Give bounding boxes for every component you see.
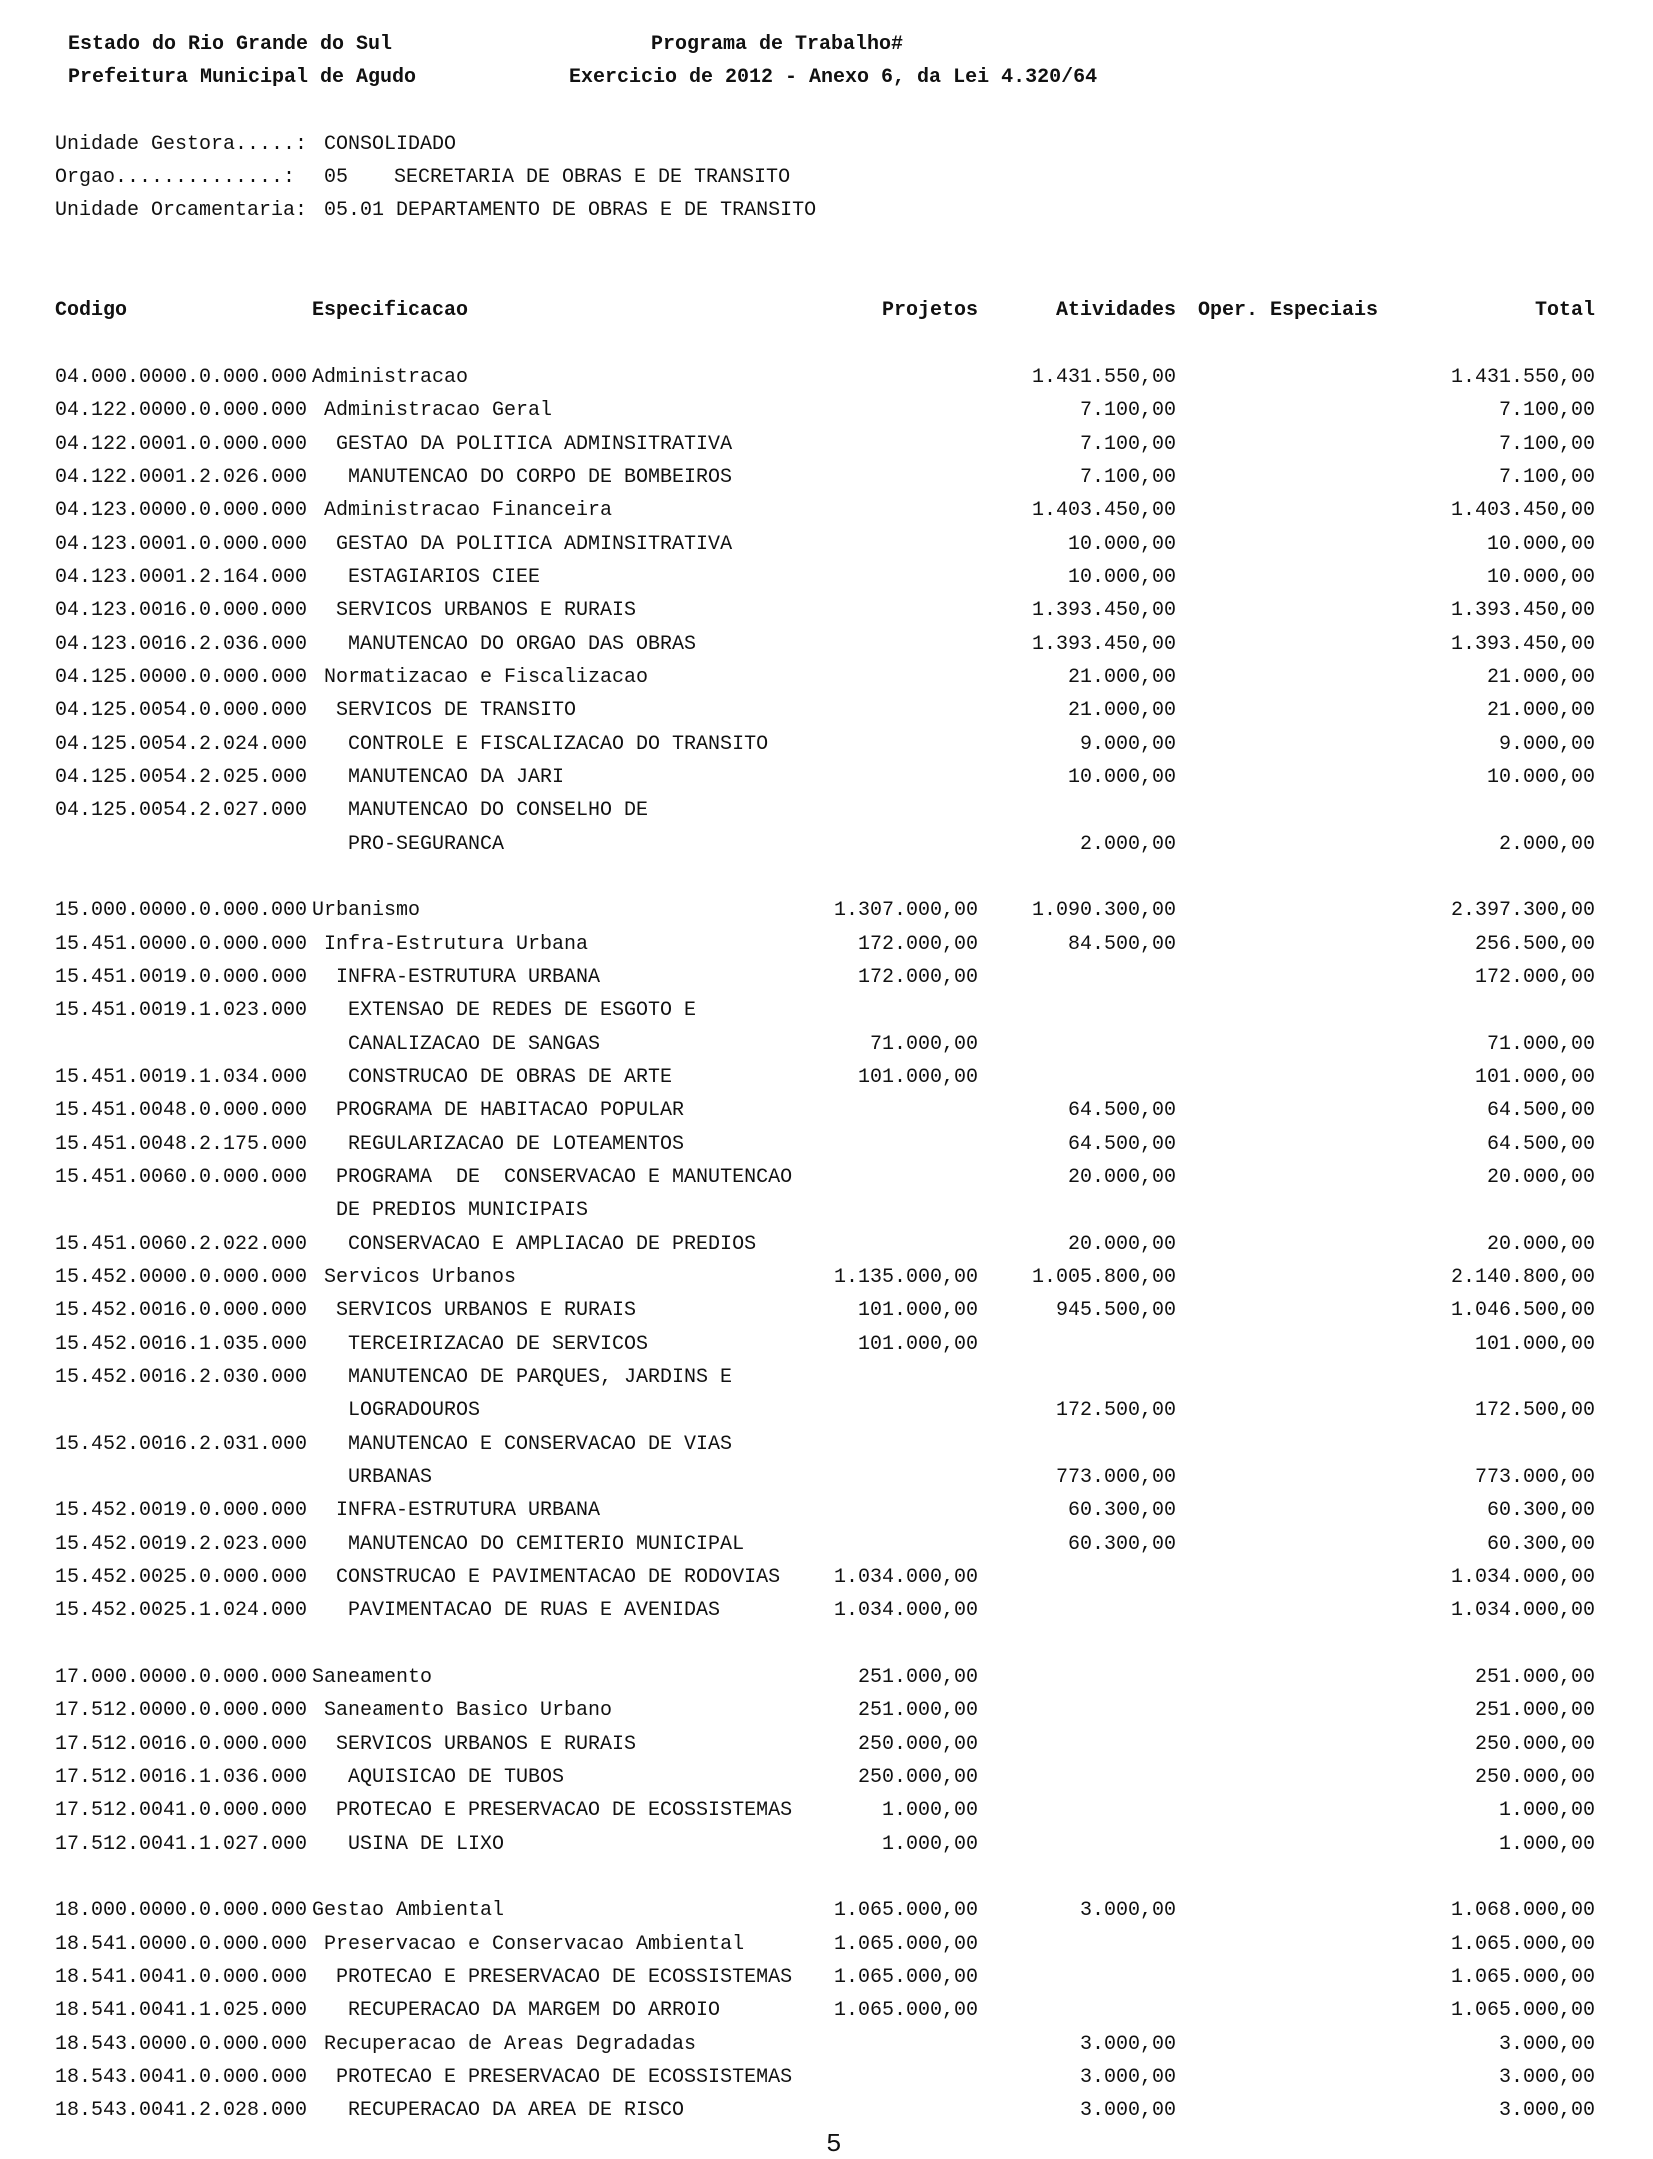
row-atividades: 1.090.300,00 (1031, 899, 1176, 923)
column-header-total: Total (1534, 299, 1595, 322)
row-projetos: 1.065.000,00 (833, 1899, 978, 1923)
row-description: SERVICOS DE TRANSITO (336, 699, 577, 723)
row-description: USINA DE LIXO (348, 1832, 505, 1856)
row-total: 1.000,00 (1498, 1832, 1595, 1856)
report-subtitle: Exercicio de 2012 - Anexo 6, da Lei 4.320/64 (569, 66, 1098, 89)
row-code: 15.451.0019.1.023.000 (55, 999, 308, 1023)
row-code: 04.122.0001.2.026.000 (55, 465, 308, 489)
row-description: Gestao Ambiental (312, 1899, 505, 1923)
row-total: 21.000,00 (1486, 699, 1595, 723)
row-total: 773.000,00 (1474, 1465, 1595, 1489)
row-description: Infra-Estrutura Urbana (324, 932, 589, 956)
row-description: MANUTENCAO DE PARQUES, JARDINS E (348, 1365, 733, 1389)
row-total: 1.065.000,00 (1450, 1999, 1595, 2023)
row-atividades: 3.000,00 (1079, 2099, 1176, 2123)
row-code: 04.123.0016.2.036.000 (55, 632, 308, 656)
row-code: 17.512.0041.0.000.000 (55, 1799, 308, 1823)
row-projetos: 1.135.000,00 (833, 1265, 978, 1289)
row-code: 15.452.0019.0.000.000 (55, 1499, 308, 1523)
row-total: 2.140.800,00 (1450, 1265, 1595, 1289)
row-code: 15.000.0000.0.000.000 (55, 899, 308, 923)
row-code: 04.125.0054.2.025.000 (55, 765, 308, 789)
row-atividades: 60.300,00 (1067, 1499, 1176, 1523)
row-description: AQUISICAO DE TUBOS (348, 1765, 565, 1789)
row-atividades: 7.100,00 (1079, 465, 1176, 489)
row-description: PRO-SEGURANCA (348, 832, 505, 856)
row-total: 1.393.450,00 (1450, 632, 1595, 656)
row-atividades: 1.403.450,00 (1031, 499, 1176, 523)
row-description: PROGRAMA DE CONSERVACAO E MANUTENCAO (336, 1165, 793, 1189)
row-atividades: 9.000,00 (1079, 732, 1176, 756)
row-total: 21.000,00 (1486, 665, 1595, 689)
row-atividades: 1.431.550,00 (1031, 366, 1176, 389)
row-atividades: 3.000,00 (1079, 2065, 1176, 2089)
row-projetos: 251.000,00 (857, 1699, 978, 1723)
row-code: 15.451.0019.0.000.000 (55, 965, 308, 989)
unidade-gestora-label: Unidade Gestora.....: (55, 133, 308, 156)
row-code: 15.451.0060.0.000.000 (55, 1165, 308, 1189)
row-code: 18.541.0041.0.000.000 (55, 1965, 308, 1989)
row-description: URBANAS (348, 1465, 433, 1489)
row-total: 1.000,00 (1498, 1799, 1595, 1823)
row-description: REGULARIZACAO DE LOTEAMENTOS (348, 1132, 685, 1156)
row-description: Administracao (312, 366, 469, 389)
row-total: 251.000,00 (1474, 1699, 1595, 1723)
row-total: 172.000,00 (1474, 965, 1595, 989)
row-description: MANUTENCAO DO CORPO DE BOMBEIROS (348, 465, 733, 489)
row-total: 20.000,00 (1486, 1165, 1595, 1189)
row-projetos: 101.000,00 (857, 1299, 978, 1323)
row-projetos: 101.000,00 (857, 1332, 978, 1356)
row-total: 1.065.000,00 (1450, 1965, 1595, 1989)
row-description: Preservacao e Conservacao Ambiental (324, 1932, 745, 1956)
state-name: Estado do Rio Grande do Sul (68, 33, 393, 56)
row-description: GESTAO DA POLITICA ADMINSITRATIVA (336, 532, 733, 556)
row-description: SERVICOS URBANOS E RURAIS (336, 599, 637, 623)
row-total: 2.397.300,00 (1450, 899, 1595, 923)
row-description: MANUTENCAO DO CEMITERIO MUNICIPAL (348, 1532, 745, 1556)
column-header-atividades: Atividades (1055, 299, 1176, 322)
row-description: RECUPERACAO DA AREA DE RISCO (348, 2099, 685, 2123)
row-atividades: 64.500,00 (1067, 1099, 1176, 1123)
row-code: 17.512.0000.0.000.000 (55, 1699, 308, 1723)
row-total: 3.000,00 (1498, 2032, 1595, 2056)
row-atividades: 2.000,00 (1079, 832, 1176, 856)
row-code: 15.451.0048.2.175.000 (55, 1132, 308, 1156)
row-projetos: 250.000,00 (857, 1765, 978, 1789)
row-projetos: 251.000,00 (857, 1665, 978, 1689)
row-code: 17.512.0016.0.000.000 (55, 1732, 308, 1756)
row-code: 15.452.0025.1.024.000 (55, 1599, 308, 1623)
row-total: 1.034.000,00 (1450, 1599, 1595, 1623)
row-atividades: 7.100,00 (1079, 432, 1176, 456)
row-description: CONSERVACAO E AMPLIACAO DE PREDIOS (348, 1232, 757, 1256)
row-code: 04.000.0000.0.000.000 (55, 366, 308, 389)
row-projetos: 1.065.000,00 (833, 1999, 978, 2023)
row-atividades: 7.100,00 (1079, 399, 1176, 423)
unidade-gestora-value: CONSOLIDADO (324, 133, 457, 156)
row-total: 7.100,00 (1498, 399, 1595, 423)
row-projetos: 172.000,00 (857, 932, 978, 956)
column-header-especificacao: Especificacao (312, 299, 469, 322)
row-total: 7.100,00 (1498, 465, 1595, 489)
row-code: 17.512.0041.1.027.000 (55, 1832, 308, 1856)
row-atividades: 21.000,00 (1067, 699, 1176, 723)
row-atividades: 1.005.800,00 (1031, 1265, 1176, 1289)
row-atividades: 773.000,00 (1055, 1465, 1176, 1489)
row-total: 10.000,00 (1486, 765, 1595, 789)
row-total: 1.068.000,00 (1450, 1899, 1595, 1923)
row-description: PROTECAO E PRESERVACAO DE ECOSSISTEMAS (336, 1799, 793, 1823)
row-atividades: 21.000,00 (1067, 665, 1176, 689)
row-description: GESTAO DA POLITICA ADMINSITRATIVA (336, 432, 733, 456)
row-atividades: 172.500,00 (1055, 1399, 1176, 1423)
orgao-name: SECRETARIA DE OBRAS E DE TRANSITO (394, 166, 791, 189)
row-atividades: 3.000,00 (1079, 2032, 1176, 2056)
column-header-oper-especiais: Oper. Especiais (1198, 299, 1379, 322)
row-description: EXTENSAO DE REDES DE ESGOTO E (348, 999, 697, 1023)
unidade-orcamentaria-label: Unidade Orcamentaria: (55, 199, 308, 222)
row-code: 04.125.0054.2.024.000 (55, 732, 308, 756)
row-atividades: 64.500,00 (1067, 1132, 1176, 1156)
row-description: Recuperacao de Areas Degradadas (324, 2032, 697, 2056)
row-atividades: 3.000,00 (1079, 1899, 1176, 1923)
report-title: Programa de Trabalho# (651, 33, 904, 56)
row-total: 60.300,00 (1486, 1532, 1595, 1556)
row-total: 71.000,00 (1486, 1032, 1595, 1056)
row-total: 1.065.000,00 (1450, 1932, 1595, 1956)
row-description: Servicos Urbanos (324, 1265, 517, 1289)
row-total: 250.000,00 (1474, 1732, 1595, 1756)
row-projetos: 1.000,00 (881, 1832, 978, 1856)
row-code: 04.123.0016.0.000.000 (55, 599, 308, 623)
row-total: 10.000,00 (1486, 565, 1595, 589)
unidade-orcamentaria-value: 05.01 DEPARTAMENTO DE OBRAS E DE TRANSITO (324, 199, 817, 222)
row-atividades: 20.000,00 (1067, 1232, 1176, 1256)
row-atividades: 945.500,00 (1055, 1299, 1176, 1323)
row-code: 18.543.0041.2.028.000 (55, 2099, 308, 2123)
row-code: 17.000.0000.0.000.000 (55, 1665, 308, 1689)
row-description: TERCEIRIZACAO DE SERVICOS (348, 1332, 649, 1356)
row-description: MANUTENCAO DO CONSELHO DE (348, 799, 649, 823)
municipality-name: Prefeitura Municipal de Agudo (68, 66, 417, 89)
row-description: SERVICOS URBANOS E RURAIS (336, 1299, 637, 1323)
row-projetos: 1.034.000,00 (833, 1599, 978, 1623)
row-code: 04.123.0001.2.164.000 (55, 565, 308, 589)
row-atividades: 60.300,00 (1067, 1532, 1176, 1556)
row-description: PROGRAMA DE HABITACAO POPULAR (336, 1099, 685, 1123)
row-total: 1.403.450,00 (1450, 499, 1595, 523)
row-projetos: 1.307.000,00 (833, 899, 978, 923)
row-code: 15.452.0016.0.000.000 (55, 1299, 308, 1323)
row-code: 15.451.0060.2.022.000 (55, 1232, 308, 1256)
row-description: Normatizacao e Fiscalizacao (324, 665, 649, 689)
row-total: 7.100,00 (1498, 432, 1595, 456)
row-description: PROTECAO E PRESERVACAO DE ECOSSISTEMAS (336, 2065, 793, 2089)
row-code: 17.512.0016.1.036.000 (55, 1765, 308, 1789)
orgao-label: Orgao..............: (55, 166, 296, 189)
row-code: 18.541.0041.1.025.000 (55, 1999, 308, 2023)
row-total: 64.500,00 (1486, 1132, 1595, 1156)
row-description: Administracao Financeira (324, 499, 613, 523)
row-description: Saneamento Basico Urbano (324, 1699, 613, 1723)
row-total: 9.000,00 (1498, 732, 1595, 756)
row-projetos: 250.000,00 (857, 1732, 978, 1756)
row-description: MANUTENCAO DA JARI (348, 765, 565, 789)
row-projetos: 101.000,00 (857, 1065, 978, 1089)
row-description: PAVIMENTACAO DE RUAS E AVENIDAS (348, 1599, 721, 1623)
row-description: Urbanismo (312, 899, 421, 923)
row-total: 1.431.550,00 (1450, 366, 1595, 389)
row-description: PROTECAO E PRESERVACAO DE ECOSSISTEMAS (336, 1965, 793, 1989)
page-number: 5 (826, 2129, 842, 2159)
row-code: 15.451.0048.0.000.000 (55, 1099, 308, 1123)
row-total: 1.393.450,00 (1450, 599, 1595, 623)
row-description: ESTAGIARIOS CIEE (348, 565, 541, 589)
row-total: 64.500,00 (1486, 1099, 1595, 1123)
row-description: RECUPERACAO DA MARGEM DO ARROIO (348, 1999, 721, 2023)
row-description: DE PREDIOS MUNICIPAIS (336, 1199, 589, 1223)
row-total: 101.000,00 (1474, 1332, 1595, 1356)
row-total: 3.000,00 (1498, 2099, 1595, 2123)
row-description: INFRA-ESTRUTURA URBANA (336, 965, 601, 989)
row-code: 04.125.0000.0.000.000 (55, 665, 308, 689)
row-atividades: 1.393.450,00 (1031, 599, 1176, 623)
row-description: Administracao Geral (324, 399, 553, 423)
row-projetos: 1.065.000,00 (833, 1932, 978, 1956)
row-code: 18.543.0000.0.000.000 (55, 2032, 308, 2056)
row-code: 15.452.0016.1.035.000 (55, 1332, 308, 1356)
row-code: 04.123.0000.0.000.000 (55, 499, 308, 523)
row-total: 250.000,00 (1474, 1765, 1595, 1789)
row-description: INFRA-ESTRUTURA URBANA (336, 1499, 601, 1523)
row-code: 04.125.0054.2.027.000 (55, 799, 308, 823)
column-header-codigo: Codigo (55, 299, 128, 322)
row-code: 04.122.0000.0.000.000 (55, 399, 308, 423)
row-total: 1.046.500,00 (1450, 1299, 1595, 1323)
row-code: 15.452.0025.0.000.000 (55, 1565, 308, 1589)
row-projetos: 1.000,00 (881, 1799, 978, 1823)
column-header-projetos: Projetos (881, 299, 978, 322)
row-total: 101.000,00 (1474, 1065, 1595, 1089)
row-total: 60.300,00 (1486, 1499, 1595, 1523)
row-description: MANUTENCAO E CONSERVACAO DE VIAS (348, 1432, 733, 1456)
row-code: 18.543.0041.0.000.000 (55, 2065, 308, 2089)
row-total: 20.000,00 (1486, 1232, 1595, 1256)
row-code: 15.452.0000.0.000.000 (55, 1265, 308, 1289)
row-total: 3.000,00 (1498, 2065, 1595, 2089)
row-atividades: 1.393.450,00 (1031, 632, 1176, 656)
row-projetos: 1.034.000,00 (833, 1565, 978, 1589)
row-total: 2.000,00 (1498, 832, 1595, 856)
row-code: 15.452.0016.2.030.000 (55, 1365, 308, 1389)
row-projetos: 172.000,00 (857, 965, 978, 989)
row-total: 10.000,00 (1486, 532, 1595, 556)
row-code: 18.000.0000.0.000.000 (55, 1899, 308, 1923)
row-atividades: 10.000,00 (1067, 532, 1176, 556)
row-code: 15.451.0000.0.000.000 (55, 932, 308, 956)
row-description: CONSTRUCAO E PAVIMENTACAO DE RODOVIAS (336, 1565, 781, 1589)
row-projetos: 1.065.000,00 (833, 1965, 978, 1989)
row-code: 15.452.0019.2.023.000 (55, 1532, 308, 1556)
row-total: 172.500,00 (1474, 1399, 1595, 1423)
row-total: 251.000,00 (1474, 1665, 1595, 1689)
row-description: SERVICOS URBANOS E RURAIS (336, 1732, 637, 1756)
row-code: 04.122.0001.0.000.000 (55, 432, 308, 456)
row-atividades: 10.000,00 (1067, 565, 1176, 589)
row-description: CONSTRUCAO DE OBRAS DE ARTE (348, 1065, 673, 1089)
row-code: 04.125.0054.0.000.000 (55, 699, 308, 723)
row-description: CANALIZACAO DE SANGAS (348, 1032, 601, 1056)
row-atividades: 84.500,00 (1067, 932, 1176, 956)
row-total: 256.500,00 (1474, 932, 1595, 956)
row-atividades: 20.000,00 (1067, 1165, 1176, 1189)
row-total: 1.034.000,00 (1450, 1565, 1595, 1589)
row-code: 18.541.0000.0.000.000 (55, 1932, 308, 1956)
row-description: LOGRADOUROS (348, 1399, 481, 1423)
row-code: 15.452.0016.2.031.000 (55, 1432, 308, 1456)
row-description: Saneamento (312, 1665, 433, 1689)
row-description: MANUTENCAO DO ORGAO DAS OBRAS (348, 632, 697, 656)
row-projetos: 71.000,00 (869, 1032, 978, 1056)
orgao-code: 05 (324, 166, 349, 189)
row-code: 15.451.0019.1.034.000 (55, 1065, 308, 1089)
row-code: 04.123.0001.0.000.000 (55, 532, 308, 556)
row-description: CONTROLE E FISCALIZACAO DO TRANSITO (348, 732, 769, 756)
row-atividades: 10.000,00 (1067, 765, 1176, 789)
